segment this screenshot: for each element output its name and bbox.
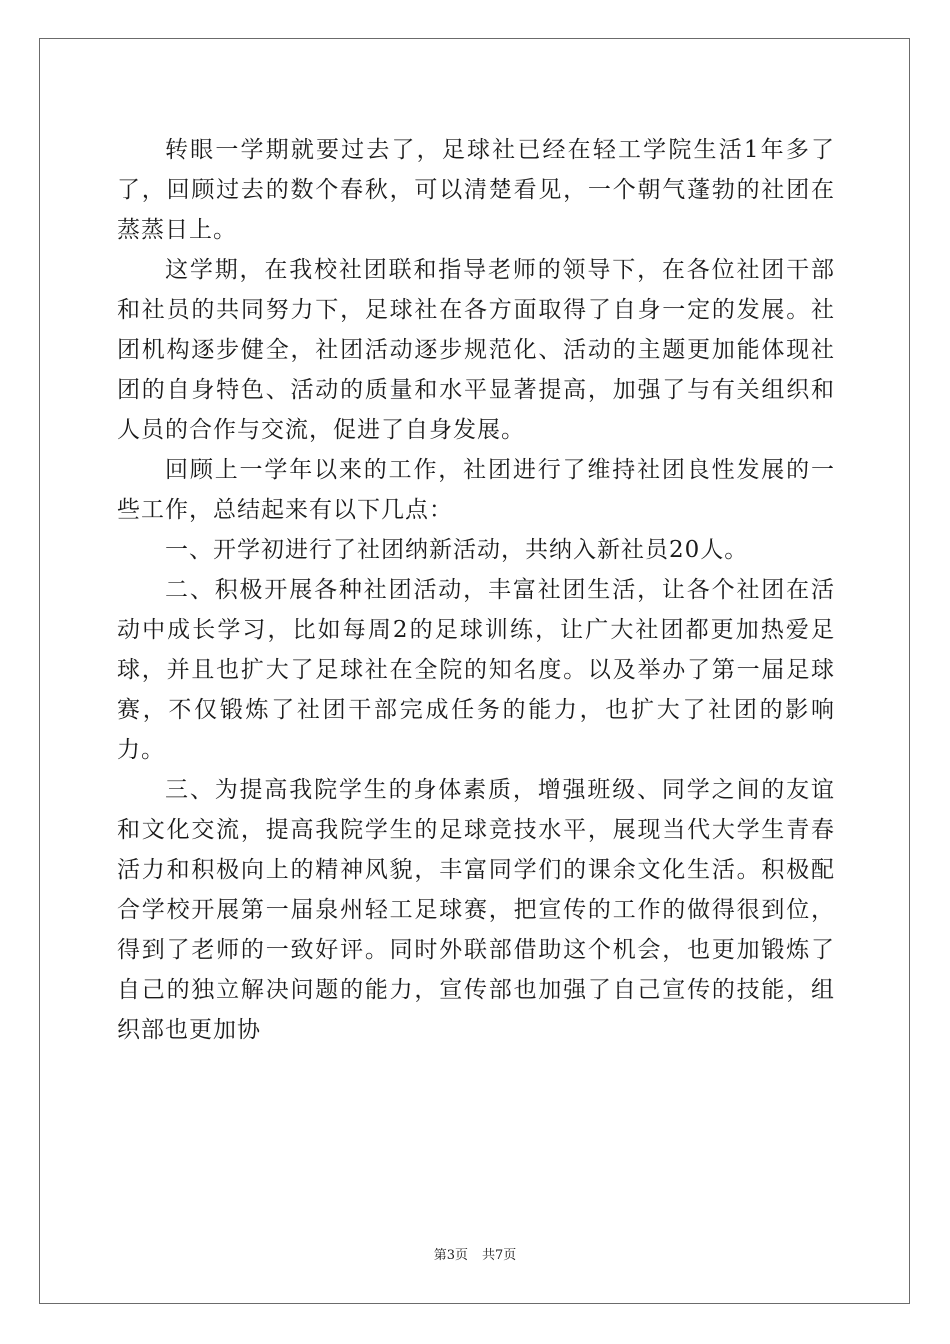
paragraph-2: 这学期，在我校社团联和指导老师的领导下，在各位社团干部和社员的共同努力下，足球社在各方面取得了自身一定的发展。社团机构逐步健全，社团活动逐步规范化、活动的主题更加能体现社团的自身特色、活动的质量和水平显著提高，加强了与有关组织和人员的合作与交流，促进了自身发展。 xyxy=(117,257,835,443)
paragraph-3: 回顾上一学年以来的工作，社团进行了维持社团良性发展的一些工作，总结起来有以下几点： xyxy=(117,457,835,523)
paragraph-4: 一、开学初进行了社团纳新活动，共纳入新社员20人。 xyxy=(165,537,749,563)
paragraph-1: 转眼一学期就要过去了，足球社已经在轻工学院生活1年多了了，回顾过去的数个春秋，可以清楚看见，一个朝气蓬勃的社团在蒸蒸日上。 xyxy=(117,137,835,243)
paragraph-6: 三、为提高我院学生的身体素质，增强班级、同学之间的友谊和文化交流，提高我院学生的足球竞技水平，展现当代大学生青春活力和积极向上的精神风貌，丰富同学们的课余文化生活。积极配合学校开展第一届泉州轻工足球赛，把宣传的工作的做得很到位，得到了老师的一致好评。同时外联部借助这个机会，也更加锻炼了自己的独立解决问题的能力，宣传部也加强了自己宣传的技能，组织部也更加协 xyxy=(117,777,835,1043)
page-number: 第3页 xyxy=(433,1248,468,1263)
paragraph-5: 二、积极开展各种社团活动，丰富社团生活，让各个社团在活动中成长学习，比如每周2的足球训练，让广大社团都更加热爱足球，并且也扩大了足球社在全院的知名度。以及举办了第一届足球赛，不仅锻炼了社团干部完成任务的能力，也扩大了社团的影响力。 xyxy=(117,577,835,763)
page-footer xyxy=(0,1244,950,1263)
page-total: 共7页 xyxy=(482,1248,517,1263)
document-body xyxy=(117,130,835,1050)
